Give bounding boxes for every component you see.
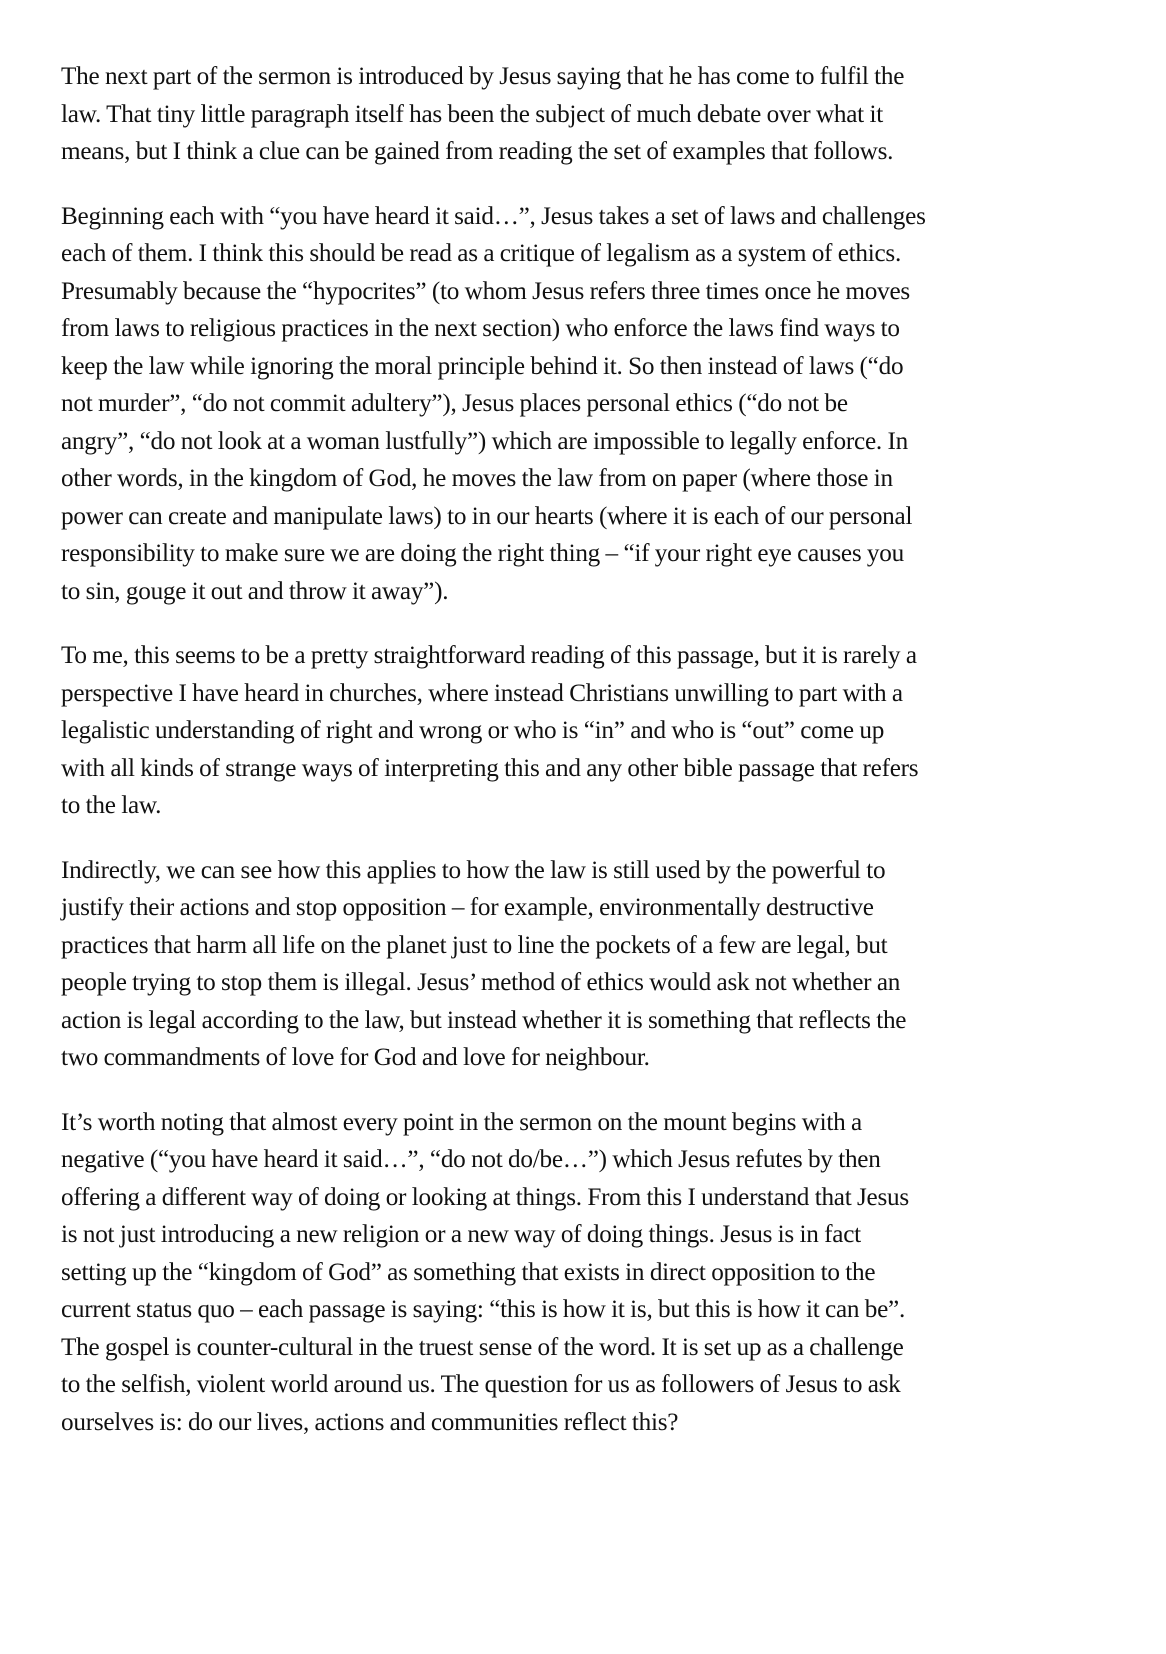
text-line: The next part of the sermon is introduced by Jesus saying that he has come to fulfil the [61, 63, 905, 90]
text-line: Presumably because the “hypocrites” (to whom Jesus refers three times once he moves [61, 277, 910, 305]
text-line: not murder”, “do not commit adultery”), Jesus places personal ethics (“do not be [61, 390, 848, 417]
paragraph-you-have-heard [61, 198, 1051, 611]
paragraph-indirectly [61, 852, 1051, 1077]
text-line: to the law. [61, 792, 162, 819]
text-line: current status quo – each passage is saying: “this is how it is, but this is how it can be”. [61, 1296, 906, 1323]
text-line: two commandments of love for God and love for neighbour. [61, 1044, 650, 1071]
document-page [61, 58, 1051, 1468]
text-line: Beginning each with “you have heard it said…”, Jesus takes a set of laws and challenges [61, 202, 926, 230]
text-line: power can create and manipulate laws) to in our hearts (where it is each of our personal [61, 502, 913, 530]
text-line: is not just introducing a new religion or a new way of doing things. Jesus is in fact [61, 1221, 861, 1248]
text-line: action is legal according to the law, but instead whether it is something that reflects the [61, 1006, 907, 1034]
text-line: each of them. I think this should be read as a critique of legalism as a system of ethics. [61, 240, 902, 267]
text-line: from laws to religious practices in the next section) who enforce the laws find ways to [61, 315, 900, 342]
text-line: legalistic understanding of right and wrong or who is “in” and who is “out” come up [61, 717, 885, 744]
text-line: people trying to stop them is illegal. Jesus’ method of ethics would ask not whether an [61, 969, 901, 996]
text-line: responsibility to make sure we are doing the right thing – “if your right eye causes you [61, 540, 904, 567]
text-line: with all kinds of strange ways of interpreting this and any other bible passage that refers [61, 754, 919, 782]
paragraph-straightforward-reading [61, 637, 1051, 825]
text-line: to sin, gouge it out and throw it away”). [61, 577, 449, 605]
text-line: law. That tiny little paragraph itself has been the subject of much debate over what it [61, 100, 883, 128]
text-line: angry”, “do not look at a woman lustfully”) which are impossible to legally enforce. In [61, 427, 908, 455]
text-line: keep the law while ignoring the moral principle behind it. So then instead of laws (“do [61, 352, 904, 380]
text-line: justify their actions and stop opposition – for example, environmentally destructive [61, 894, 874, 921]
text-line: It’s worth noting that almost every point in the sermon on the mount begins with a [61, 1108, 862, 1136]
paragraph-fulfil-law [61, 58, 1051, 171]
text-line: other words, in the kingdom of God, he moves the law from on paper (where those in [61, 465, 893, 492]
text-line: ourselves is: do our lives, actions and communities reflect this? [61, 1408, 679, 1436]
text-line: to the selfish, violent world around us. The question for us as followers of Jesus to ask [61, 1371, 901, 1398]
text-line: To me, this seems to be a pretty straightforward reading of this passage, but it is rarely a [61, 642, 917, 669]
text-line: setting up the “kingdom of God” as something that exists in direct opposition to the [61, 1258, 876, 1286]
text-line: Indirectly, we can see how this applies to how the law is still used by the powerful to [61, 856, 886, 884]
text-line: means, but I think a clue can be gained from reading the set of examples that follows. [61, 138, 894, 165]
text-line: The gospel is counter-cultural in the truest sense of the word. It is set up as a challenge [61, 1333, 904, 1361]
text-line: perspective I have heard in churches, where instead Christians unwilling to part with a [61, 679, 903, 707]
text-line: offering a different way of doing or looking at things. From this I understand that Jesus [61, 1183, 909, 1211]
paragraph-worth-noting [61, 1104, 1051, 1442]
text-line: practices that harm all life on the planet just to line the pockets of a few are legal, but [61, 931, 888, 959]
text-line: negative (“you have heard it said…”, “do not do/be…”) which Jesus refutes by then [61, 1146, 881, 1173]
